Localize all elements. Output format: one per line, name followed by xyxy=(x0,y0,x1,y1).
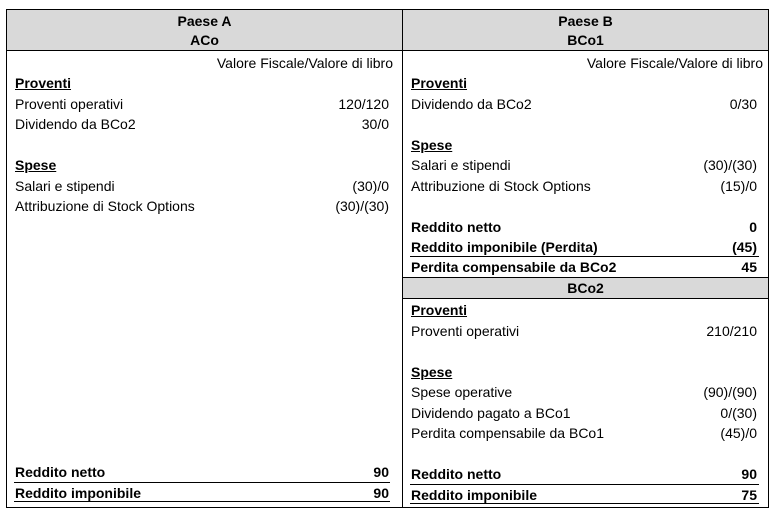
net-income-label-bco2: Reddito netto xyxy=(411,466,502,482)
net-income-underline-bco2 xyxy=(410,484,759,485)
income-value-left-1: 30/0 xyxy=(361,116,389,132)
taxable-income-label-left: Reddito imponibile xyxy=(15,485,141,501)
entity-bco1-title: BCo1 xyxy=(567,32,604,48)
net-income-label-bco1: Reddito netto xyxy=(411,219,502,235)
income-value-left-0: 120/120 xyxy=(338,96,389,112)
taxable-income-label-bco1: Reddito imponibile (Perdita) xyxy=(411,239,598,255)
income-value-bco1-0: 0/30 xyxy=(729,96,757,112)
expenses-title-bco1: Spese xyxy=(411,137,453,153)
taxable-income-value-bco2: 75 xyxy=(741,487,757,503)
country-a-title: Paese A xyxy=(177,13,232,29)
expense-value-bco1-0: (30)/(30) xyxy=(703,157,757,173)
expense-value-left-0: (30)/0 xyxy=(352,178,389,194)
middle-divider xyxy=(402,9,403,508)
net-income-label-left: Reddito netto xyxy=(15,464,106,480)
expense-label-bco2-1: Dividendo pagato a BCo1 xyxy=(411,405,571,421)
country-b-title: Paese B xyxy=(558,13,613,29)
expense-value-bco1-1: (15)/0 xyxy=(720,178,757,194)
taxable-income-underline-left xyxy=(14,501,390,502)
expense-value-bco2-0: (90)/(90) xyxy=(703,384,757,400)
header-paese-b xyxy=(402,9,769,51)
income-title-bco2: Proventi xyxy=(411,302,468,318)
expense-label-bco2-2: Perdita compensabile da BCo1 xyxy=(411,425,605,441)
taxable-income-underline-bco1 xyxy=(410,256,759,257)
value-header-left: Valore Fiscale/Valore di libro xyxy=(216,55,393,71)
expense-label-left-1: Attribuzione di Stock Options xyxy=(15,198,195,214)
bottom-border xyxy=(6,507,769,508)
net-income-underline-left xyxy=(14,482,390,483)
header-paese-a xyxy=(6,9,403,51)
income-label-bco2-0: Proventi operativi xyxy=(411,323,520,339)
income-label-left-0: Proventi operativi xyxy=(15,96,124,112)
expense-label-bco1-0: Salari e stipendi xyxy=(411,157,511,173)
income-label-bco1-0: Dividendo da BCo2 xyxy=(411,96,532,112)
taxable-income-underline-bco2 xyxy=(410,503,759,504)
expenses-title-left: Spese xyxy=(15,157,57,173)
expense-value-left-1: (30)/(30) xyxy=(335,198,389,214)
loss-value-bco1: 45 xyxy=(741,259,757,275)
net-income-value-bco2: 90 xyxy=(741,466,757,482)
net-income-value-bco1: 0 xyxy=(749,219,757,235)
income-label-left-1: Dividendo da BCo2 xyxy=(15,116,136,132)
expenses-title-bco2: Spese xyxy=(411,364,453,380)
expense-label-left-0: Salari e stipendi xyxy=(15,178,115,194)
right-border xyxy=(768,9,769,508)
expense-label-bco2-0: Spese operative xyxy=(411,384,513,400)
entity-bco2-title: BCo2 xyxy=(567,280,604,296)
loss-label-bco1: Perdita compensabile da BCo2 xyxy=(411,259,617,275)
taxable-income-label-bco2: Reddito imponibile xyxy=(411,487,537,503)
taxable-income-value-bco1: (45) xyxy=(732,239,757,255)
expense-value-bco2-1: 0/(30) xyxy=(720,405,757,421)
net-income-value-left: 90 xyxy=(373,464,389,480)
entity-aco-title: ACo xyxy=(190,32,219,48)
expense-value-bco2-2: (45)/0 xyxy=(720,425,757,441)
income-title-left: Proventi xyxy=(15,75,72,91)
expense-label-bco1-1: Attribuzione di Stock Options xyxy=(411,178,591,194)
income-title-bco1: Proventi xyxy=(411,75,468,91)
value-header-right: Valore Fiscale/Valore di libro xyxy=(586,55,763,71)
left-border xyxy=(6,9,7,508)
taxable-income-value-left: 90 xyxy=(373,485,389,501)
income-value-bco2-0: 210/210 xyxy=(706,323,757,339)
header-bco2 xyxy=(402,277,769,299)
